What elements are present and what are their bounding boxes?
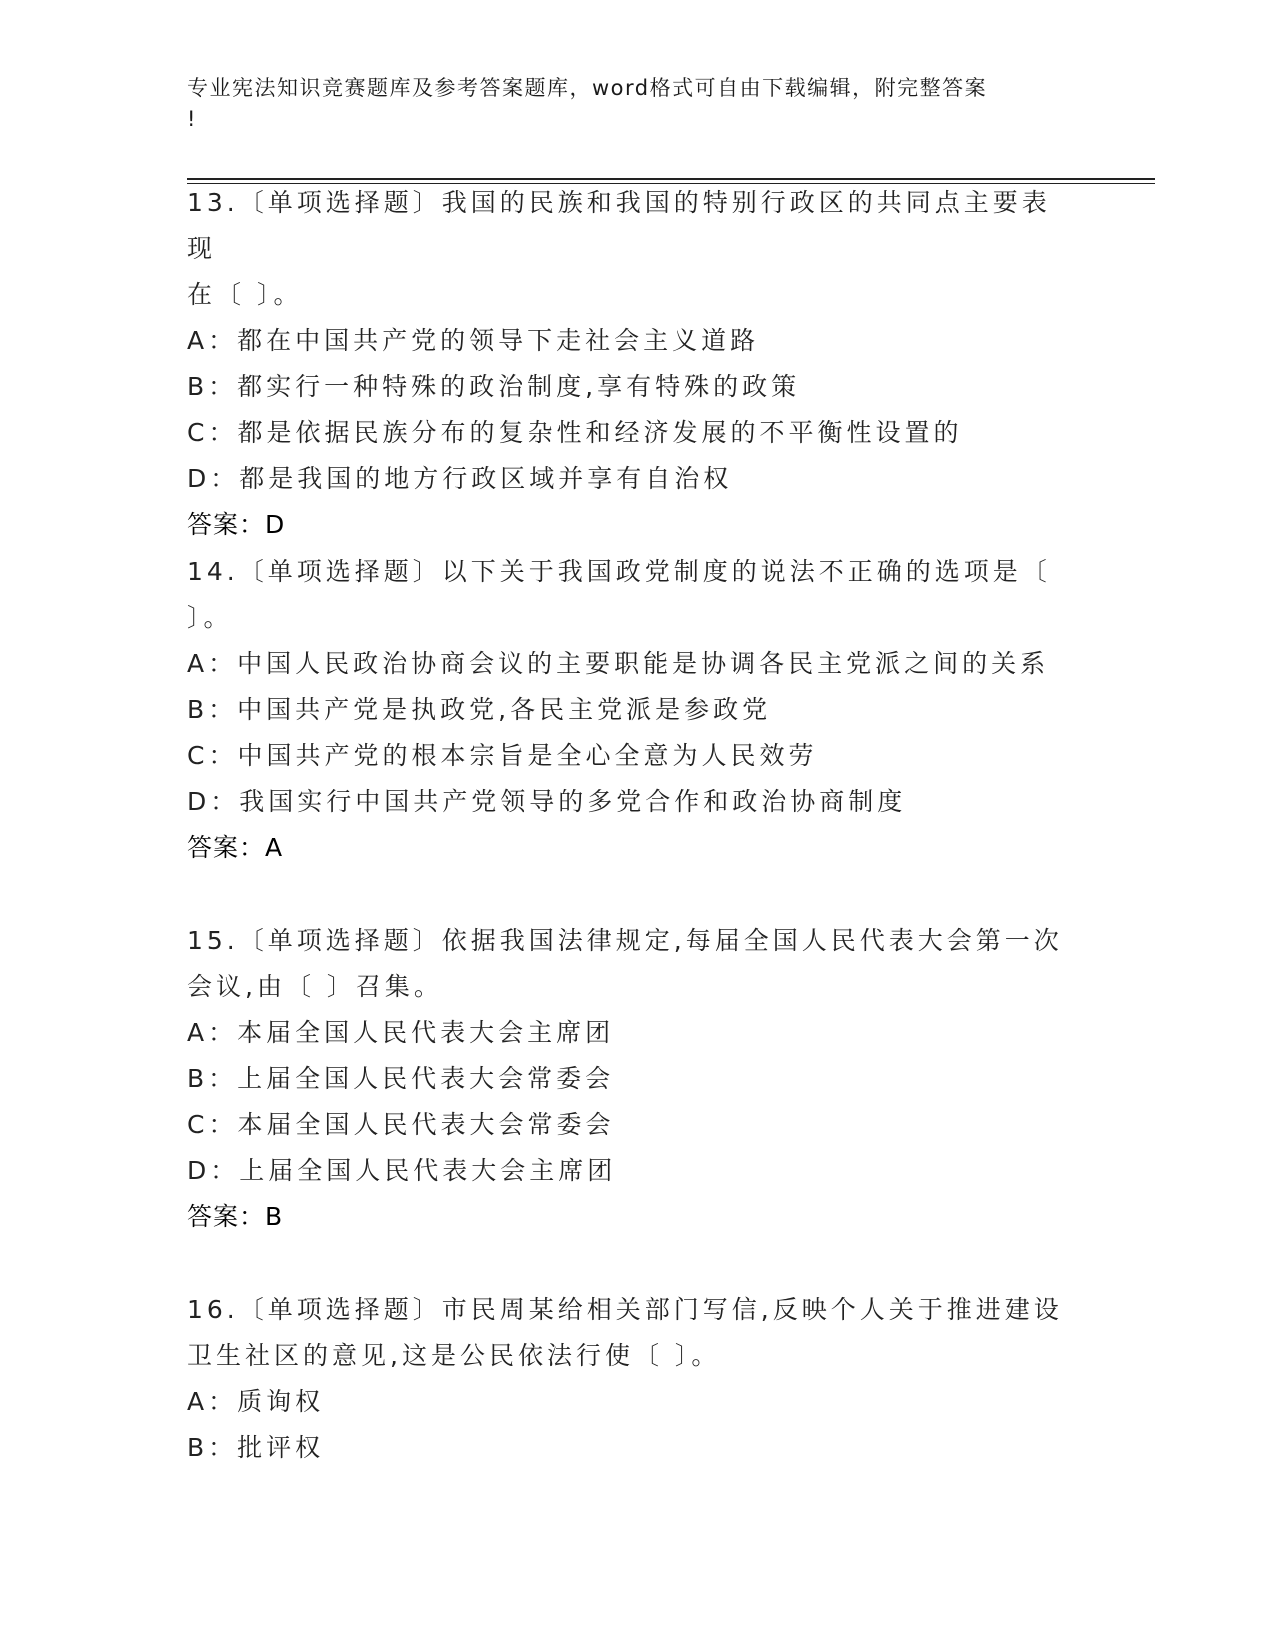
- option-d: D：都是我国的地方行政区域并享有自治权: [187, 464, 733, 493]
- answer: 答案：B: [187, 1202, 284, 1231]
- question-stem-line-2: 会议,由〔 〕召集。: [187, 972, 443, 1001]
- header-line-2: !: [187, 107, 197, 131]
- option-c: C：中国共产党的根本宗旨是全心全意为人民效劳: [187, 741, 818, 770]
- option-b: B：中国共产党是执政党,各民主党派是参政党: [187, 695, 772, 724]
- option-b: B：批评权: [187, 1433, 325, 1462]
- option-c: C：本届全国人民代表大会常委会: [187, 1110, 615, 1139]
- header-line-1: 专业宪法知识竞赛题库及参考答案题库，word格式可自由下载编辑，附完整答案: [187, 76, 988, 100]
- option-b: B：都实行一种特殊的政治制度,享有特殊的政策: [187, 372, 801, 401]
- question-stem-line-1: 14.〔单项选择题〕以下关于我国政党制度的说法不正确的选项是〔: [187, 557, 1051, 586]
- option-a: A：都在中国共产党的领导下走社会主义道路: [187, 326, 760, 355]
- question-stem-line-2: 卫生社区的意见,这是公民依法行使〔 〕。: [187, 1341, 721, 1370]
- option-a: A：本届全国人民代表大会主席团: [187, 1018, 615, 1047]
- question-stem-line-1: 15.〔单项选择题〕依据我国法律规定,每届全国人民代表大会第一次: [187, 926, 1063, 955]
- option-a: A：中国人民政治协商会议的主要职能是协调各民主党派之间的关系: [187, 649, 1050, 678]
- option-b: B：上届全国人民代表大会常委会: [187, 1064, 615, 1093]
- question-13: [187, 180, 1087, 548]
- question-stem-line-1: 13.〔单项选择题〕我国的民族和我国的特别行政区的共同点主要表现: [187, 188, 1051, 263]
- option-c: C：都是依据民族分布的复杂性和经济发展的不平衡性设置的: [187, 418, 963, 447]
- question-15: [187, 918, 1087, 1240]
- option-d: D：我国实行中国共产党领导的多党合作和政治协商制度: [187, 787, 907, 816]
- question-14: [187, 549, 1087, 871]
- answer: 答案：A: [187, 833, 284, 862]
- answer: 答案：D: [187, 510, 286, 539]
- question-stem-line-1: 16.〔单项选择题〕市民周某给相关部门写信,反映个人关于推进建设: [187, 1295, 1063, 1324]
- option-a: A：质询权: [187, 1387, 325, 1416]
- question-stem-line-2: 〕。: [187, 603, 233, 632]
- option-d: D：上届全国人民代表大会主席团: [187, 1156, 617, 1185]
- question-16: [187, 1287, 1087, 1471]
- document-header: [187, 73, 1067, 135]
- question-stem-line-2: 在〔 〕。: [187, 280, 303, 309]
